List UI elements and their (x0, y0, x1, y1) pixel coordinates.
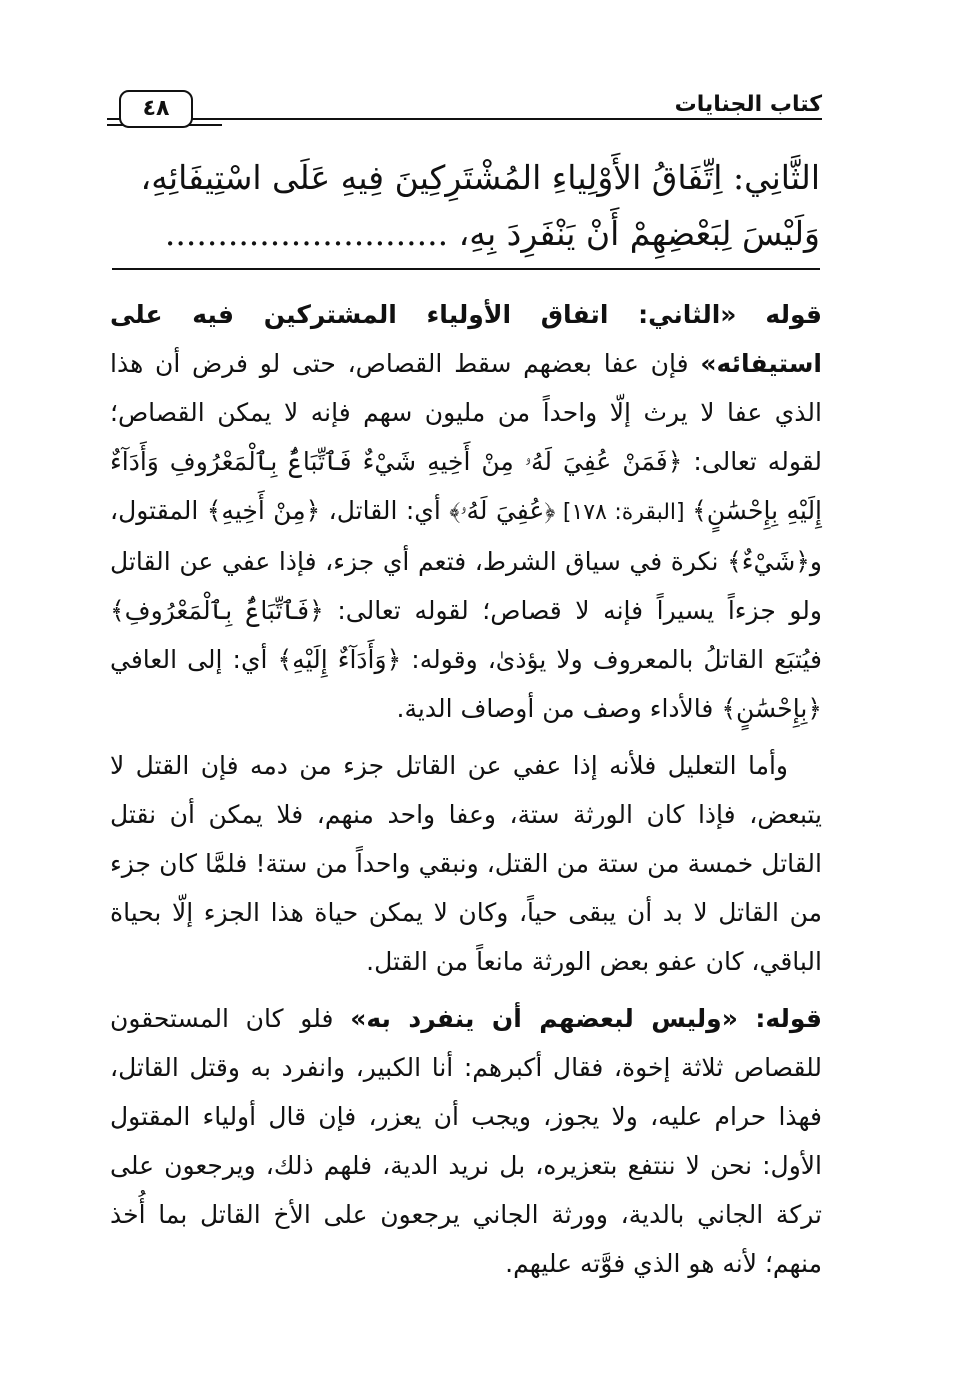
page-number-box: ٤٨ (119, 90, 193, 128)
book-title: كتاب الجنايات (674, 92, 822, 117)
header-rule (107, 118, 822, 120)
qawluhu-label: قوله (765, 300, 822, 329)
paragraph-text: أي: إلى العافي (110, 645, 278, 674)
paragraph-text: فالأداء وصف من أوصاف الدية. (396, 694, 722, 723)
qawluhu-label: قوله: (755, 1004, 822, 1033)
matn-line-1: الثَّانِي: اِتِّفَاقُ الأَوْلِياءِ المُشْتَرِكِينَ فِيهِ عَلَى اسْتِيفَائِهِ، (140, 158, 820, 197)
verse-reference: [البقرة: ١٧٨] (555, 500, 693, 525)
quoted-matn: «وليس لبعضهم أن ينفرد به» (350, 1004, 756, 1033)
matn-divider (112, 268, 820, 270)
matn-line-2 (112, 206, 820, 262)
paragraph-text: المقتول، و (110, 496, 822, 576)
paragraph-text: فيُتبَع القاتلُ بالمعروف ولا يؤذىٰ، وقوله: (401, 645, 822, 674)
page-header (107, 84, 822, 134)
paragraph-text: أي: القاتل، (320, 496, 450, 525)
quran-verse: ﴿فَٱتِّبَاعٌۢ بِٱلْمَعْرُوفِ﴾ (110, 596, 324, 625)
quran-verse: ﴿فَمَنْ عُفِيَ لَهُۥ مِنْ أَخِيهِ شَيْءٌ فَٱتِّبَاعٌۢ بِٱلْمَعْرُوفِ وَأَدَآءٌ إِلَيْهِ بِإِحْسَٰنٍ﴾ (110, 447, 823, 525)
paragraph-text: فلو كان المستحقون للقصاص ثلاثة إخوة، فقال أكبرهم: أنا الكبير، وانفرد به وقتل القاتل، فهذا حرام عليه، ولا يجوز، ويجب أن يعزر، فإن قال أولياء المقتول الأول: نحن لا ننتفع بتعزيره، بل نريد الدية، فلهم ذلك، ويرجعون على تركة الجاني بالدية، وورثة الجاني يرجعون على الأخ القاتل بما أُخذ منهم؛ لأنه هو الذي فوَّته عليهم. (110, 1004, 822, 1278)
quran-verse: ﴿شَيْءٌ﴾ (727, 547, 810, 576)
paragraph-text: فإن عفا بعضهم سقط القصاص، حتى لو فرض أن هذا الذي عفا لا يرث إلّا واحداً من مليون سهم فإنه لا يمكن القصاص؛ لقوله تعالى: (110, 349, 822, 476)
quran-verse: ﴿عُفِيَ لَهُۥ﴾ (449, 496, 556, 525)
quran-verse: ﴿وَأَدَآءٌ إِلَيْهِ﴾ (277, 645, 402, 674)
quran-verse: ﴿بِإِحْسَٰنٍ﴾ (721, 694, 822, 723)
matn-dots: ........................... (164, 214, 449, 253)
commentary-paragraph-1 (110, 290, 822, 733)
paragraph-text: نكرة في سياق الشرط، فتعم أي جزء، فإذا عفي عن القاتل ولو جزءاً يسيراً فإنه لا قصاص؛ لقوله تعالى: (110, 547, 822, 625)
quoted-matn: «الثاني: اتفاق الأولياء المشتركين فيه على استيفائه» (110, 300, 822, 378)
commentary-paragraph-2: وأما التعليل فلأنه إذا عفي عن القاتل جزء من دمه فإن القتل لا يتبعض، فإذا كان الورثة ستة، وعفا واحد منهم، فلا يمكن أن نقتل القاتل خمسة من ستة من القتل، ونبقي واحداً من ستة! فلمَّا كان جزء من القاتل لا بد أن يبقى حياً، وكان لا يمكن حياة هذا الجزء إلّا بحياة الباقي، كان عفو بعض الورثة مانعاً من القتل. (110, 751, 822, 976)
matn-line-2-text: وَلَيْسَ لِبَعْضِهِمْ أَنْ يَنْفَرِدَ بِهِ، (458, 214, 820, 253)
commentary-paragraph-3 (110, 994, 822, 1288)
commentary (110, 290, 822, 1296)
quran-verse: ﴿مِنْ أَخِيهِ﴾ (206, 496, 321, 525)
matn-text (112, 150, 820, 262)
